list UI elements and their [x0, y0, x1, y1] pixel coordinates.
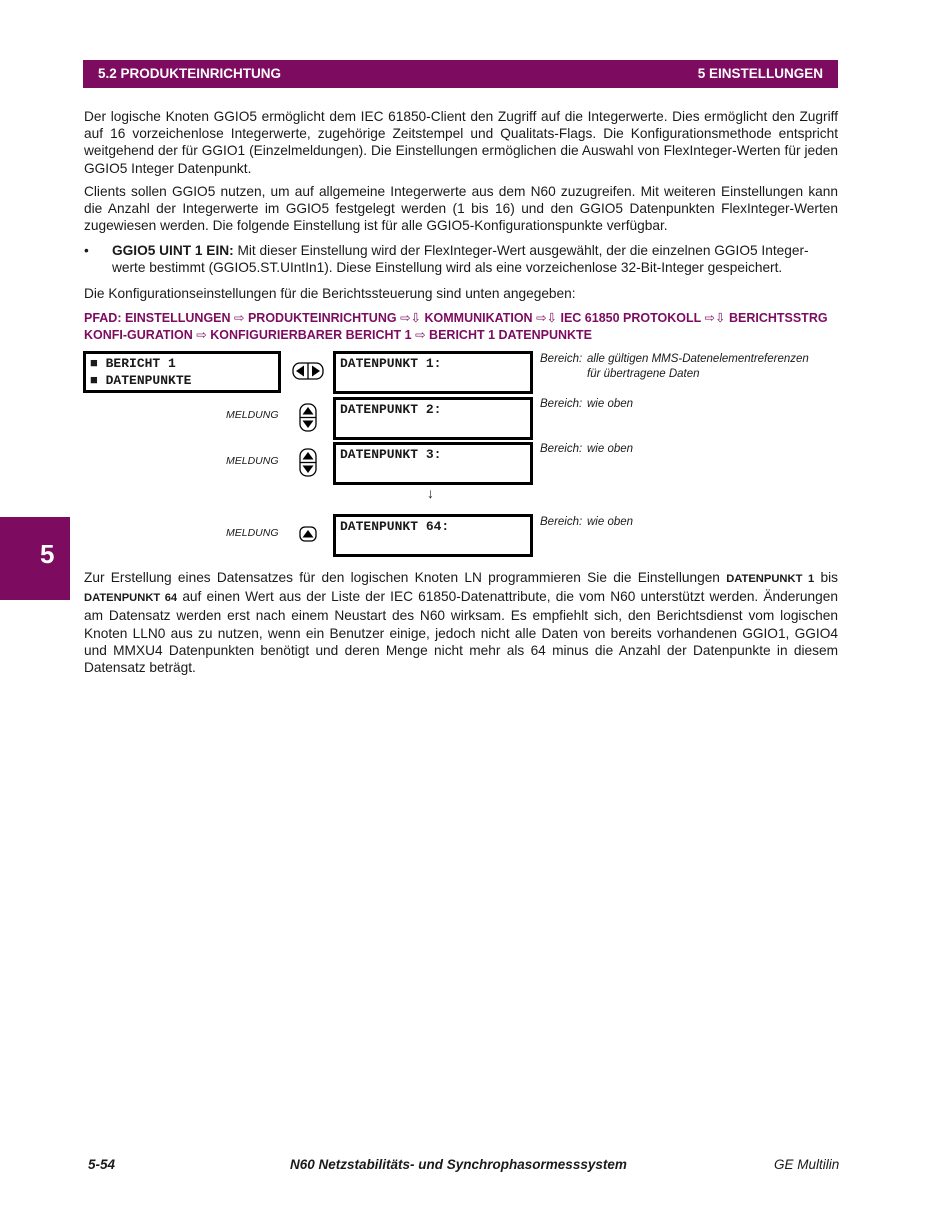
paragraph-dataset-instructions	[84, 569, 838, 676]
path-segment: PFAD: EINSTELLUNGEN	[84, 311, 235, 325]
bullet-ggio5-uint	[112, 242, 824, 276]
menu-line-1-text: BERICHT 1	[105, 356, 176, 371]
left-right-keys-icon	[292, 362, 324, 380]
setting-label: DATENPUNKT 2:	[340, 402, 442, 417]
path-arrow-icon: ⇨⇩	[704, 311, 726, 325]
setting-name-inline: DATENPUNKT 64	[84, 592, 178, 605]
path-arrow-icon: ⇨	[196, 328, 207, 342]
datenpunkt-64-display	[333, 514, 533, 557]
range-datenpunkt-3	[540, 442, 634, 457]
section-header-bar	[83, 60, 838, 88]
range-value	[587, 352, 809, 382]
up-down-keys-icon	[299, 448, 317, 477]
page-number: 5-54	[88, 1157, 116, 1172]
path-segment: PRODUKTEINRICHTUNG	[244, 311, 401, 325]
document-title: N60 Netzstabilitäts- und Synchrophasormesssystem	[290, 1157, 627, 1172]
datenpunkt-1-display	[333, 351, 533, 394]
range-value-line-1: alle gültigen MMS-Datenelementreferenzen	[587, 353, 809, 365]
range-label: Bereich:	[540, 443, 583, 455]
up-key-icon	[299, 526, 317, 542]
bullet-label: GGIO5 UINT 1 EIN:	[112, 243, 234, 258]
datenpunkt-3-display	[333, 442, 533, 485]
menu-line-2-text: DATENPUNKTE	[105, 373, 192, 388]
path-arrow-icon: ⇨⇩	[400, 311, 422, 325]
setting-label: DATENPUNKT 3:	[340, 447, 442, 462]
menu-display-box	[83, 351, 281, 393]
path-segment: KOMMUNIKATION	[421, 311, 537, 325]
range-value-line-2: für übertragene Daten	[587, 368, 700, 380]
path-arrow-icon: ⇨	[415, 328, 426, 342]
bullet-description: Mit dieser Einstellung wird der FlexInteger-Wert ausgewählt, der die einzelnen GGIO5 Integer-werte bestimmt (GGIO5.ST.UIntIn1). Diese Einstellung wird als eine vorzeichenlose 32-Bit-Integer gespeichert.	[112, 243, 809, 276]
setting-label: DATENPUNKT 1:	[340, 356, 442, 371]
setting-label: DATENPUNKT 64:	[340, 519, 450, 534]
datenpunkt-2-display	[333, 397, 533, 440]
meldung-label: MELDUNG	[226, 455, 279, 467]
range-datenpunkt-1	[540, 352, 809, 380]
range-label: Bereich:	[540, 398, 583, 410]
path-arrow-icon: ⇨	[234, 311, 245, 325]
path-arrow-icon: ⇨⇩	[536, 311, 558, 325]
continuation-arrow-icon: ↓	[427, 485, 434, 501]
chapter-side-tab	[0, 517, 70, 600]
up-down-keys-icon	[299, 403, 317, 432]
setting-name-inline: DATENPUNKT 1	[726, 573, 815, 585]
menu-line-1	[90, 356, 176, 371]
meldung-label: MELDUNG	[226, 409, 279, 421]
range-datenpunkt-2	[540, 397, 634, 412]
range-datenpunkt-64	[540, 515, 634, 530]
path-segment: IEC 61850 PROTOKOLL	[557, 311, 705, 325]
meldung-label: MELDUNG	[226, 527, 279, 539]
paragraph-config-intro: Die Konfigurationseinstellungen für die Berichtssteuerung sind unten angegeben:	[84, 286, 576, 301]
path-segment: BERICHTSSTRG KONFI-GURATION	[84, 311, 828, 342]
chapter-number: 5	[40, 539, 55, 569]
path-segment: BERICHT 1 DATENPUNKTE	[425, 328, 593, 342]
paragraph-text: bis	[814, 570, 838, 585]
range-value: wie oben	[587, 443, 634, 455]
settings-path	[84, 310, 840, 344]
range-value: wie oben	[587, 516, 634, 528]
range-label: Bereich:	[540, 516, 583, 528]
path-segment: KONFIGURIERBARER BERICHT 1	[206, 328, 416, 342]
chapter-title: 5 EINSTELLUNGEN	[697, 66, 823, 81]
range-value: wie oben	[587, 398, 634, 410]
section-title: 5.2 PRODUKTEINRICHTUNG	[98, 66, 282, 81]
paragraph-ggio5-intro: Der logische Knoten GGIO5 ermöglicht dem IEC 61850-Client den Zugriff auf die Integerwerte. Dies ermöglicht den Zugriff auf 16 vorzeichenlose Integerwerte, zugehörige Zeitstempel und Qualitats-Flags. Die Konfigurationsmethode entspricht weitgehend der für GGIO1 (Einzelmeldungen). Die Einstellungen ermöglichen die Auswahl von FlexInteger-Werten für jeden GGIO5 Integer Datenpunkt.	[84, 109, 838, 176]
paragraph-text: auf einen Wert aus der Liste der IEC 61850-Datenattribute, die vom N60 unterstützt werden. Änderungen am Datensatz werden erst nach einem Neustart des N60 wirksam. Es empfiehlt sich, den Berichtsdienst vom logischen Knoten LLN0 aus zu nutzen, wenn ein Benutzer einige, jedoch nicht alle Daten von bereits vorhandenen GGIO1, GGIO4 und MMXU4 Datenpunkten benötigt und deren Menge nicht mehr als 64 minus die Anzahl der Datenpunkte in diesem Datensatz beträgt.	[84, 589, 838, 676]
bullet-symbol: •	[84, 243, 89, 258]
menu-line-2	[90, 373, 191, 388]
menu-bullet-icon: ■	[90, 373, 98, 388]
paragraph-ggio5-clients: Clients sollen GGIO5 nutzen, um auf allgemeine Integerwerte aus dem N60 zuzugreifen. Mit weiteren Einstellungen kann die Anzahl der Integerwerte im GGIO5 festgelegt werden (1 bis 16) und den GGIO5 Datenpunkten FlexInteger-Werten zugewiesen werden. Die folgende Einstellung ist für alle GGIO5-Konfigurationspunkte verfügbar.	[84, 184, 838, 234]
range-label: Bereich:	[540, 353, 583, 365]
publisher-name: GE Multilin	[774, 1157, 840, 1172]
menu-bullet-icon: ■	[90, 356, 98, 371]
paragraph-text: Zur Erstellung eines Datensatzes für den logischen Knoten LN programmieren Sie die Einstellungen	[84, 570, 727, 585]
